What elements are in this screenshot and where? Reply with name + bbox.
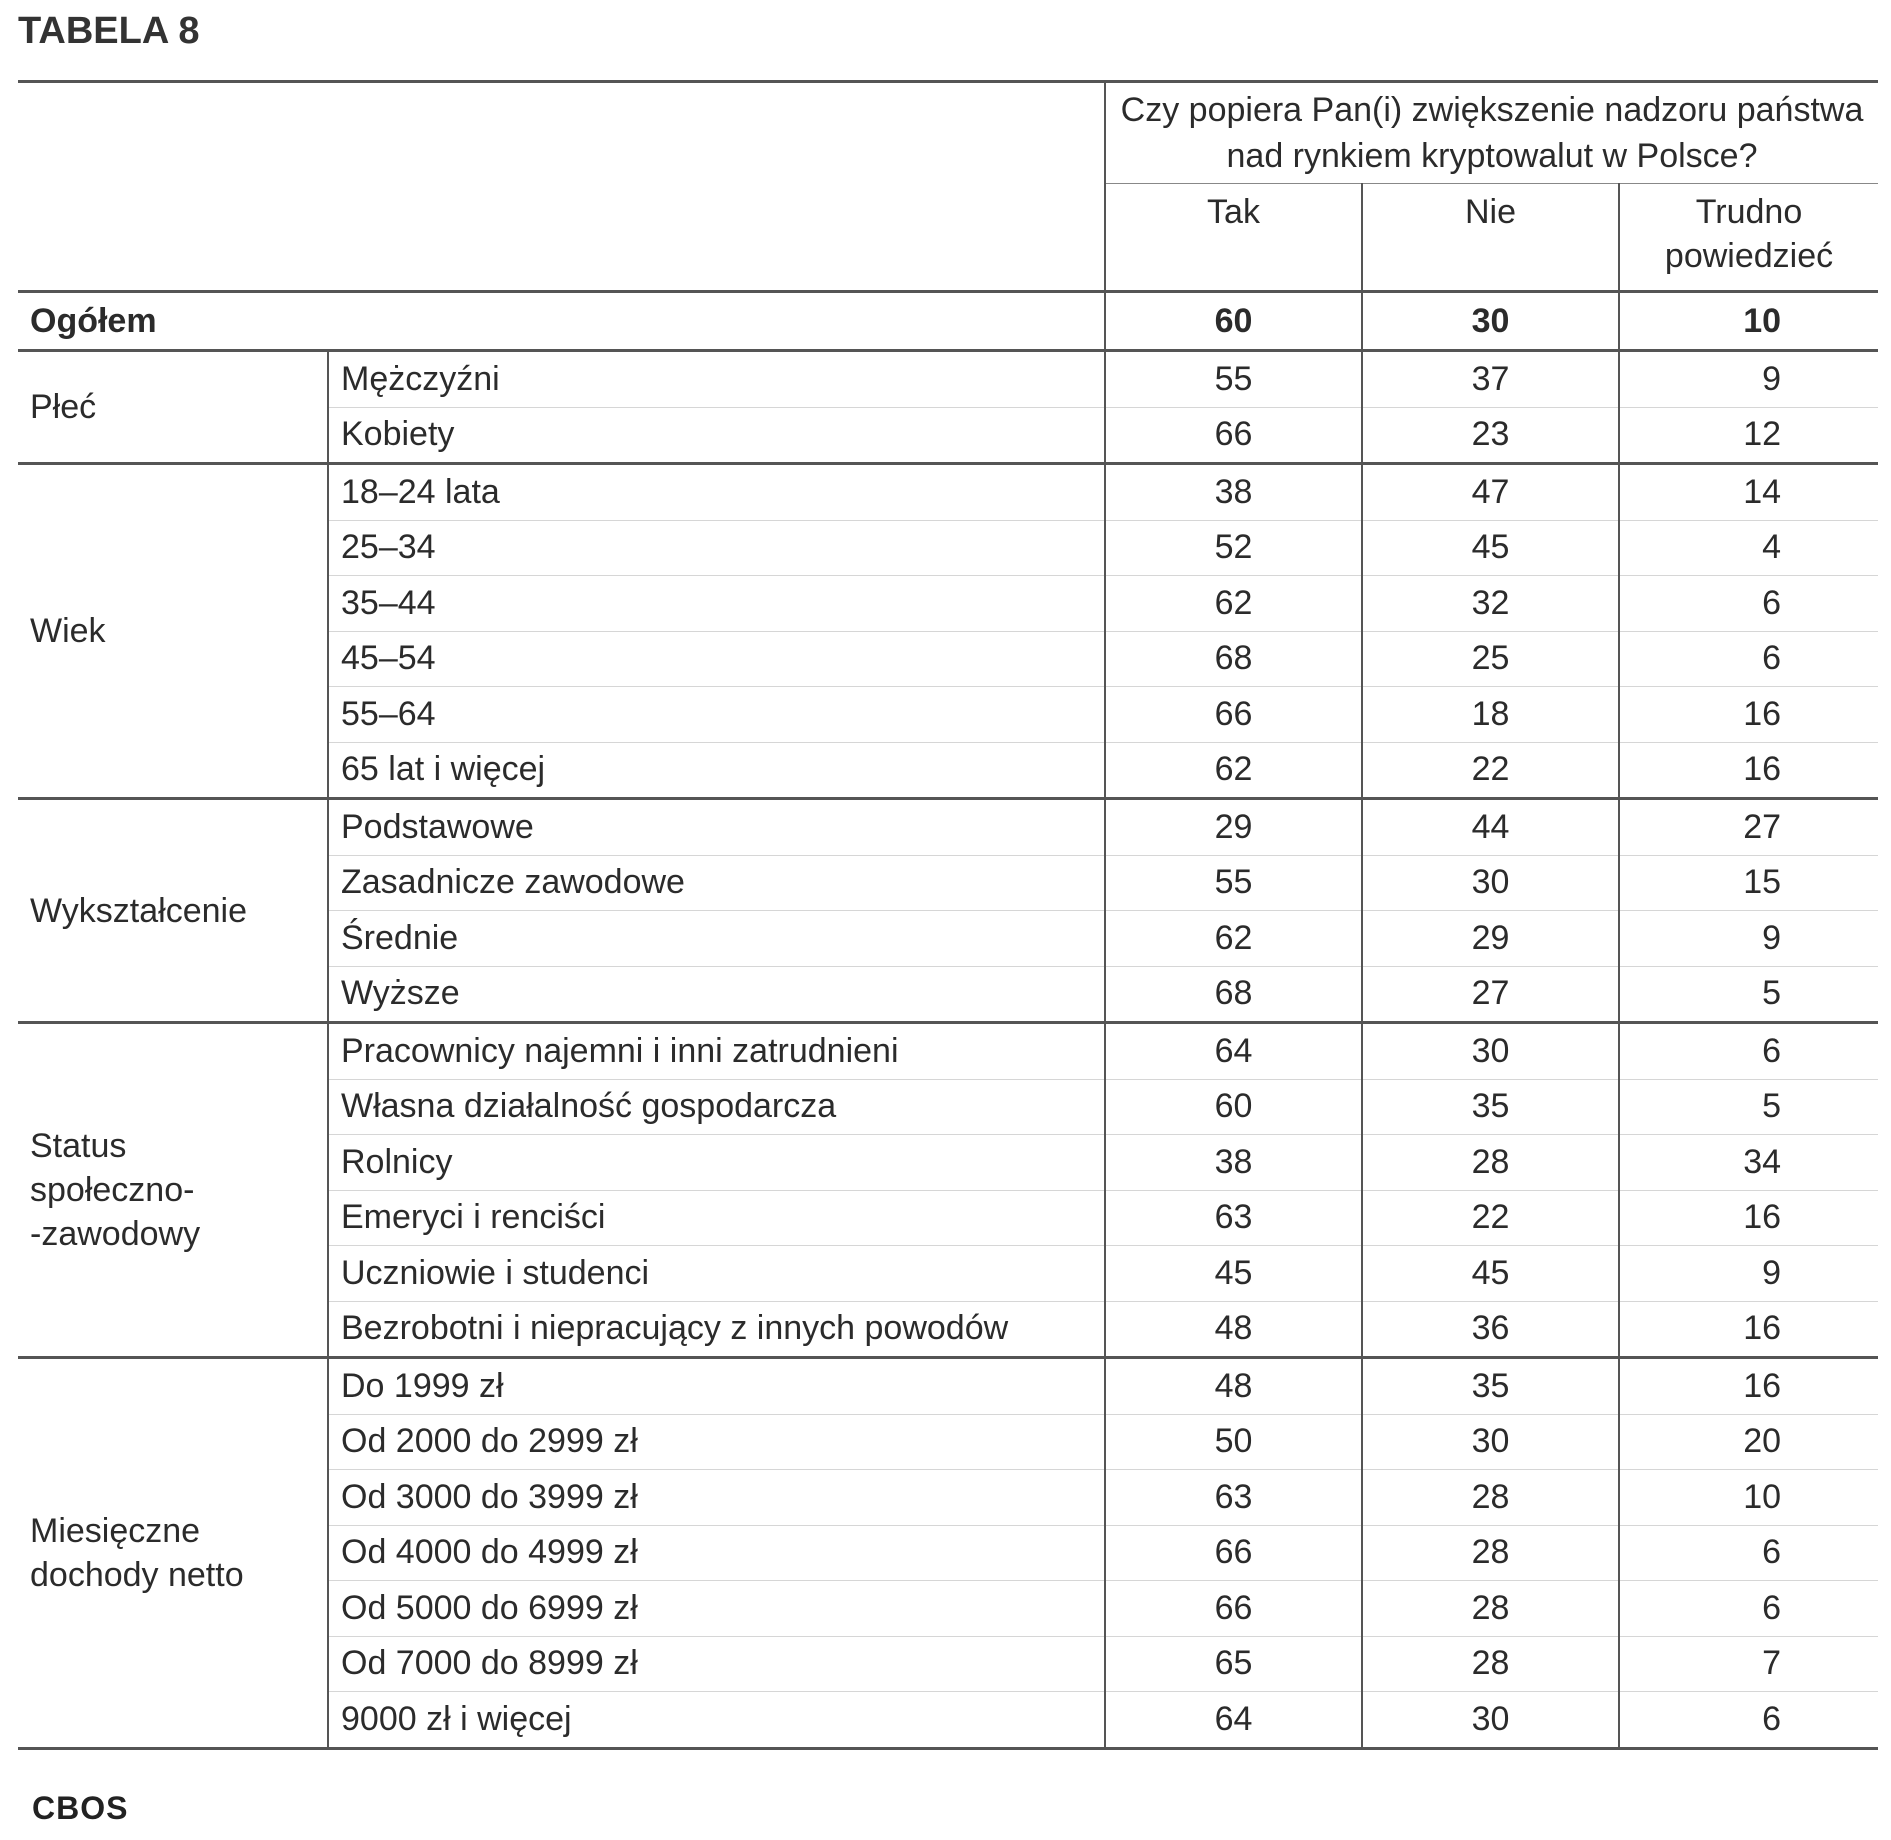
row-label: Od 4000 do 4999 zł: [328, 1525, 1105, 1581]
cell-trudno: 14: [1619, 464, 1878, 521]
cell-trudno: 16: [1619, 742, 1878, 799]
cell-nie: 28: [1362, 1581, 1619, 1637]
column-header-nie: Nie: [1362, 184, 1619, 292]
table-row: [18, 1358, 1878, 1415]
cell-tak: 50: [1105, 1414, 1362, 1470]
total-value-nie: 30: [1362, 292, 1619, 351]
cell-nie: 28: [1362, 1470, 1619, 1526]
total-value-tak: 60: [1105, 292, 1362, 351]
total-label: Ogółem: [18, 292, 1105, 351]
cell-tak: 48: [1105, 1301, 1362, 1358]
cell-trudno: 9: [1619, 911, 1878, 967]
cell-tak: 68: [1105, 631, 1362, 687]
row-label: Od 7000 do 8999 zł: [328, 1636, 1105, 1692]
cell-trudno: 9: [1619, 351, 1878, 408]
cell-tak: 38: [1105, 1135, 1362, 1191]
cell-tak: 29: [1105, 799, 1362, 856]
cell-tak: 63: [1105, 1190, 1362, 1246]
table-row: [18, 1023, 1878, 1080]
cell-nie: 23: [1362, 407, 1619, 464]
cell-tak: 66: [1105, 407, 1362, 464]
cell-tak: 45: [1105, 1246, 1362, 1302]
cell-nie: 37: [1362, 351, 1619, 408]
row-label: Mężczyźni: [328, 351, 1105, 408]
total-value-trudno: 10: [1619, 292, 1878, 351]
cell-nie: 35: [1362, 1079, 1619, 1135]
cell-nie: 28: [1362, 1636, 1619, 1692]
cell-trudno: 6: [1619, 1692, 1878, 1749]
cell-trudno: 5: [1619, 1079, 1878, 1135]
cell-trudno: 7: [1619, 1636, 1878, 1692]
cell-nie: 36: [1362, 1301, 1619, 1358]
cell-nie: 28: [1362, 1525, 1619, 1581]
row-label: Zasadnicze zawodowe: [328, 855, 1105, 911]
cell-trudno: 34: [1619, 1135, 1878, 1191]
question-header: Czy popiera Pan(i) zwiększenie nadzoru państwa nad rynkiem kryptowalut w Polsce?: [1105, 82, 1878, 184]
cell-nie: 45: [1362, 1246, 1619, 1302]
row-label: 25–34: [328, 520, 1105, 576]
cell-tak: 60: [1105, 1079, 1362, 1135]
cell-nie: 44: [1362, 799, 1619, 856]
cell-trudno: 6: [1619, 1581, 1878, 1637]
group-label: Płeć: [18, 351, 328, 464]
cell-trudno: 12: [1619, 407, 1878, 464]
group-label: Wykształcenie: [18, 799, 328, 1023]
cell-tak: 64: [1105, 1023, 1362, 1080]
cell-nie: 45: [1362, 520, 1619, 576]
total-row: [18, 292, 1878, 351]
row-label: Do 1999 zł: [328, 1358, 1105, 1415]
cell-tak: 55: [1105, 351, 1362, 408]
cell-nie: 47: [1362, 464, 1619, 521]
row-label: Od 2000 do 2999 zł: [328, 1414, 1105, 1470]
cell-tak: 65: [1105, 1636, 1362, 1692]
row-label: Od 3000 do 3999 zł: [328, 1470, 1105, 1526]
header-empty-cell: [18, 82, 1105, 292]
cell-trudno: 9: [1619, 1246, 1878, 1302]
cell-nie: 30: [1362, 1414, 1619, 1470]
row-label: Podstawowe: [328, 799, 1105, 856]
table-row: [18, 464, 1878, 521]
cell-nie: 22: [1362, 1190, 1619, 1246]
cell-trudno: 6: [1619, 576, 1878, 632]
table-title: TABELA 8: [18, 10, 200, 52]
cell-tak: 55: [1105, 855, 1362, 911]
cell-tak: 52: [1105, 520, 1362, 576]
cell-nie: 35: [1362, 1358, 1619, 1415]
column-header-tak: Tak: [1105, 184, 1362, 292]
cell-tak: 66: [1105, 1525, 1362, 1581]
cell-tak: 48: [1105, 1358, 1362, 1415]
cell-trudno: 10: [1619, 1470, 1878, 1526]
group-label: Status społeczno- -zawodowy: [18, 1023, 328, 1358]
cell-trudno: 20: [1619, 1414, 1878, 1470]
cell-trudno: 16: [1619, 1301, 1878, 1358]
row-label: Od 5000 do 6999 zł: [328, 1581, 1105, 1637]
cell-trudno: 6: [1619, 1023, 1878, 1080]
row-label: 35–44: [328, 576, 1105, 632]
cell-trudno: 16: [1619, 1358, 1878, 1415]
cell-trudno: 6: [1619, 631, 1878, 687]
cell-tak: 62: [1105, 742, 1362, 799]
cell-nie: 30: [1362, 855, 1619, 911]
row-label: 45–54: [328, 631, 1105, 687]
cell-tak: 38: [1105, 464, 1362, 521]
row-label: Uczniowie i studenci: [328, 1246, 1105, 1302]
cell-trudno: 16: [1619, 687, 1878, 743]
cell-trudno: 15: [1619, 855, 1878, 911]
cell-trudno: 5: [1619, 966, 1878, 1023]
row-label: 65 lat i więcej: [328, 742, 1105, 799]
column-header-trudno: Trudno powiedzieć: [1619, 184, 1878, 292]
cell-tak: 62: [1105, 911, 1362, 967]
cell-nie: 30: [1362, 1023, 1619, 1080]
table-row: [18, 351, 1878, 408]
row-label: Rolnicy: [328, 1135, 1105, 1191]
row-label: 18–24 lata: [328, 464, 1105, 521]
cell-trudno: 4: [1619, 520, 1878, 576]
table-row: [18, 799, 1878, 856]
row-label: Własna działalność gospodarcza: [328, 1079, 1105, 1135]
data-table: [18, 80, 1878, 1750]
row-label: Wyższe: [328, 966, 1105, 1023]
row-label: Kobiety: [328, 407, 1105, 464]
row-label: Średnie: [328, 911, 1105, 967]
cell-tak: 66: [1105, 687, 1362, 743]
row-label: Emeryci i renciści: [328, 1190, 1105, 1246]
cell-trudno: 6: [1619, 1525, 1878, 1581]
cell-tak: 66: [1105, 1581, 1362, 1637]
cell-nie: 30: [1362, 1692, 1619, 1749]
row-label: 55–64: [328, 687, 1105, 743]
cell-trudno: 16: [1619, 1190, 1878, 1246]
group-label: Miesięczne dochody netto: [18, 1358, 328, 1749]
row-label: 9000 zł i więcej: [328, 1692, 1105, 1749]
cell-nie: 28: [1362, 1135, 1619, 1191]
cell-tak: 64: [1105, 1692, 1362, 1749]
cell-nie: 22: [1362, 742, 1619, 799]
cell-nie: 25: [1362, 631, 1619, 687]
cell-nie: 29: [1362, 911, 1619, 967]
cell-trudno: 27: [1619, 799, 1878, 856]
cell-nie: 32: [1362, 576, 1619, 632]
cell-tak: 62: [1105, 576, 1362, 632]
source-label: CBOS: [32, 1790, 129, 1826]
row-label: Bezrobotni i niepracujący z innych powodów: [328, 1301, 1105, 1358]
group-label: Wiek: [18, 464, 328, 799]
row-label: Pracownicy najemni i inni zatrudnieni: [328, 1023, 1105, 1080]
cell-nie: 27: [1362, 966, 1619, 1023]
cell-nie: 18: [1362, 687, 1619, 743]
cell-tak: 68: [1105, 966, 1362, 1023]
cell-tak: 63: [1105, 1470, 1362, 1526]
